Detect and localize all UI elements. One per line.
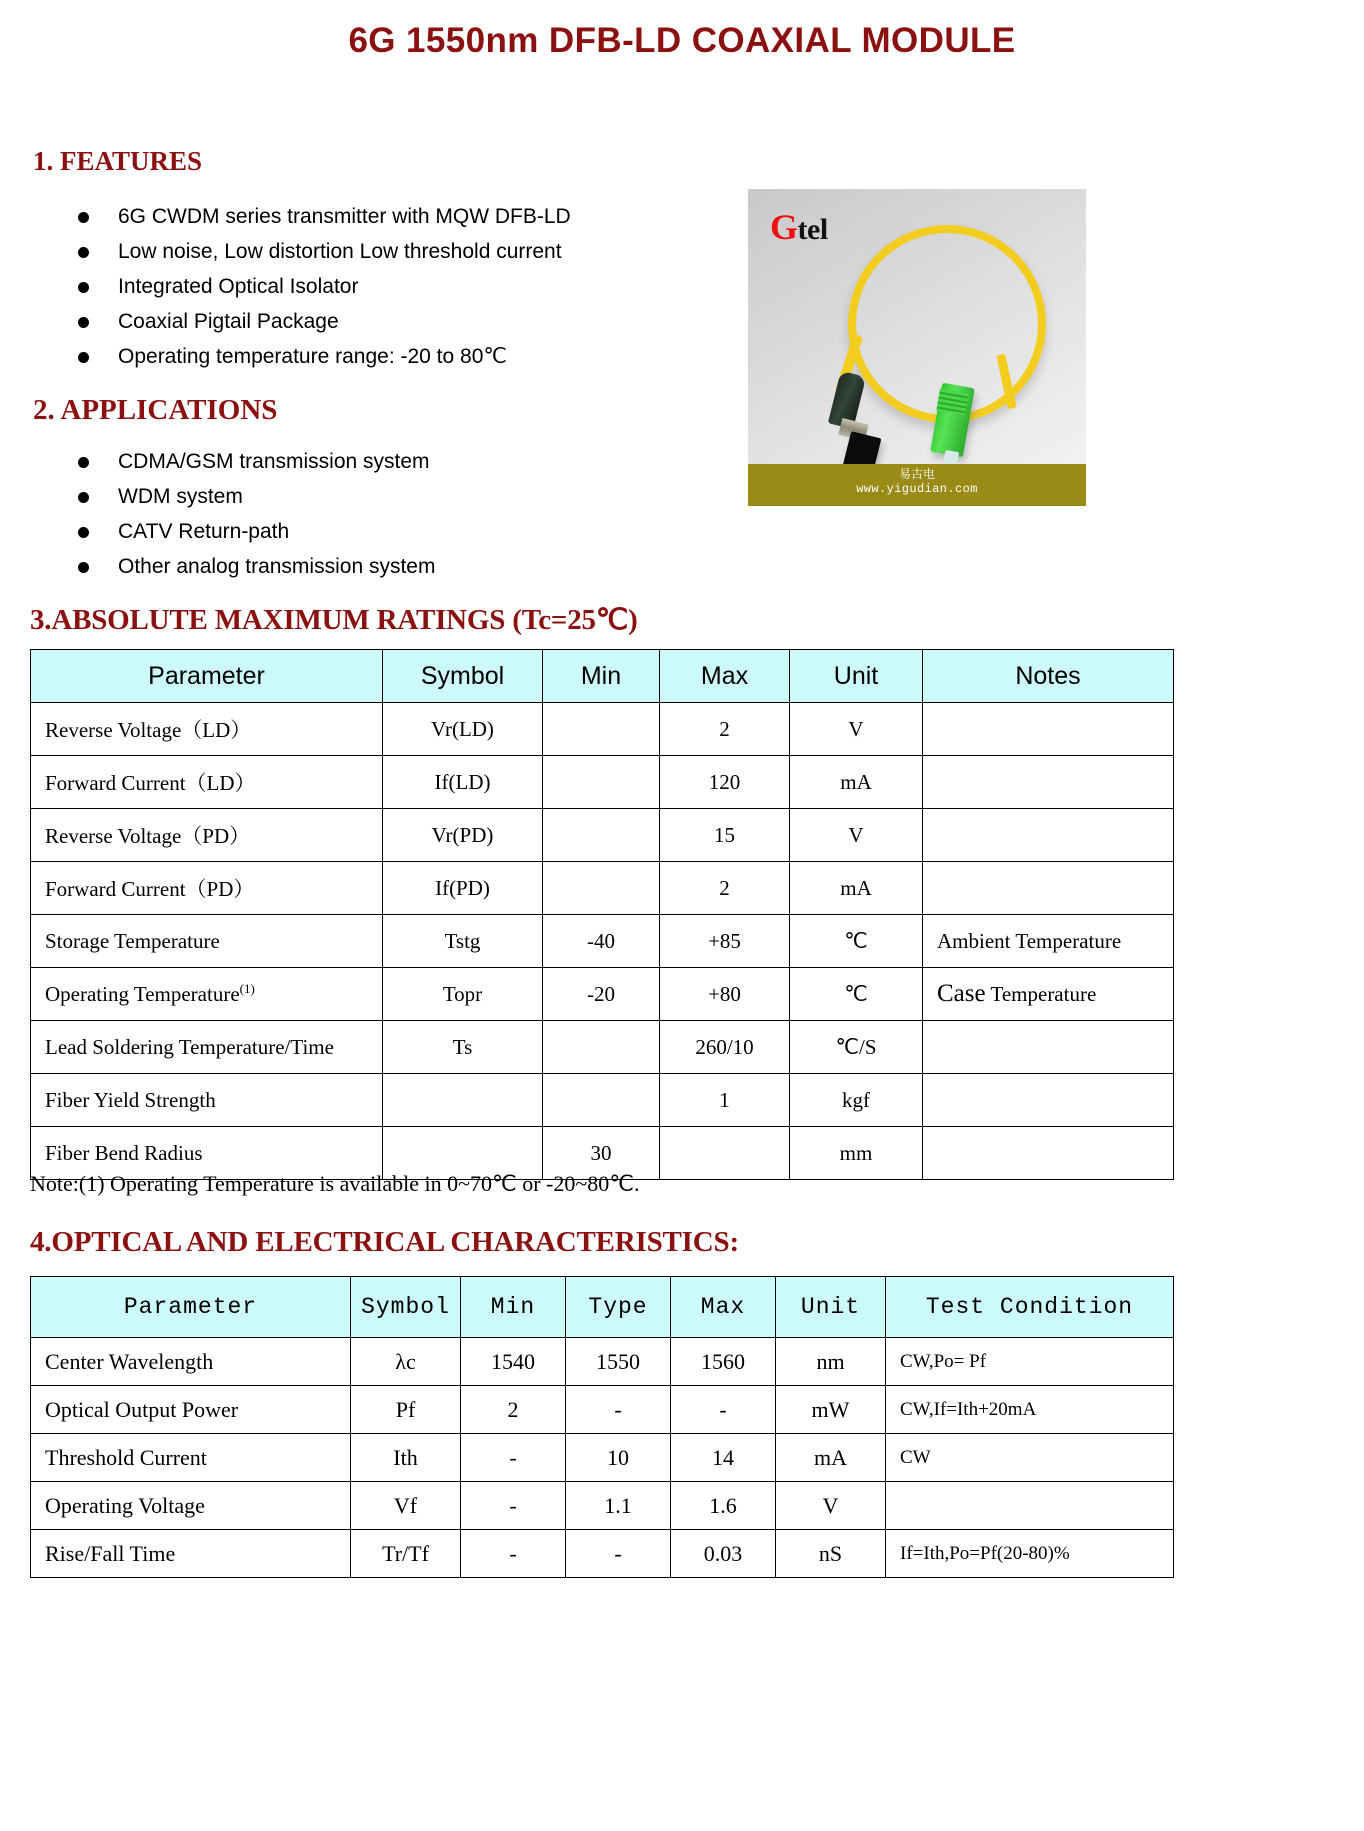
cell-parameter: Reverse Voltage（LD） [31, 703, 383, 756]
bullet-dot-icon [78, 492, 89, 503]
logo-text-tel: tel [797, 213, 828, 246]
cell-symbol: Vr(PD) [383, 809, 543, 862]
cell-unit: V [790, 703, 923, 756]
table-row [31, 1021, 1174, 1074]
bullet-dot-icon [78, 457, 89, 468]
cell-test-condition: CW [886, 1434, 1174, 1482]
table-row [31, 756, 1174, 809]
column-header-max: Max [671, 1277, 776, 1338]
cell-test-condition: If=Ith,Po=Pf(20-80)% [886, 1530, 1174, 1578]
table-row [31, 1434, 1174, 1482]
cell-max [660, 1127, 790, 1180]
cell-type: 1550 [566, 1338, 671, 1386]
cell-test-condition: CW,Po= Pf [886, 1338, 1174, 1386]
absolute-maximum-ratings-table [30, 649, 1174, 1180]
cell-symbol: If(LD) [383, 756, 543, 809]
cell-max: 0.03 [671, 1530, 776, 1578]
cell-test-condition [886, 1482, 1174, 1530]
table-row [31, 809, 1174, 862]
cell-unit: kgf [790, 1074, 923, 1127]
logo-letter-g: G [770, 207, 798, 247]
cell-min [543, 1074, 660, 1127]
list-item-label: 6G CWDM series transmitter with MQW DFB-LD [118, 205, 571, 228]
cell-max: 1560 [671, 1338, 776, 1386]
product-photo [748, 189, 1086, 506]
cell-parameter [31, 968, 383, 1021]
list-item-label: Integrated Optical Isolator [118, 275, 359, 298]
cell-unit: mA [776, 1434, 886, 1482]
column-header-max: Max [660, 650, 790, 703]
cell-max: 1.6 [671, 1482, 776, 1530]
cell-symbol: Ith [351, 1434, 461, 1482]
bullet-dot-icon [78, 562, 89, 573]
cell-min [543, 809, 660, 862]
cell-test-condition: CW,If=Ith+20mA [886, 1386, 1174, 1434]
cell-symbol: λc [351, 1338, 461, 1386]
cell-min: - [461, 1482, 566, 1530]
cell-min: -40 [543, 915, 660, 968]
list-item-label: CDMA/GSM transmission system [118, 450, 430, 473]
cell-parameter: Reverse Voltage（PD） [31, 809, 383, 862]
cell-max: 260/10 [660, 1021, 790, 1074]
cell-unit: mm [790, 1127, 923, 1180]
section-heading-optical: 4.OPTICAL AND ELECTRICAL CHARACTERISTICS: [30, 1226, 739, 1258]
ratings-table-footnote: Note:(1) Operating Temperature is available in 0~70℃ or -20~80℃. [30, 1171, 640, 1196]
section-heading-applications: 2. APPLICATIONS [33, 394, 278, 426]
cell-symbol: Vr(LD) [383, 703, 543, 756]
list-item-label: Other analog transmission system [118, 555, 436, 578]
cell-unit: ℃ [790, 915, 923, 968]
cell-symbol: If(PD) [383, 862, 543, 915]
cell-unit: mW [776, 1386, 886, 1434]
cell-unit: ℃/S [790, 1021, 923, 1074]
cell-type: - [566, 1530, 671, 1578]
cell-unit: V [790, 809, 923, 862]
bullet-dot-icon [78, 527, 89, 538]
list-item [70, 344, 571, 379]
cell-notes [923, 809, 1174, 862]
list-item [70, 239, 571, 274]
cell-min [543, 1021, 660, 1074]
photo-watermark-banner [748, 464, 1086, 506]
cell-min [543, 756, 660, 809]
table-row [31, 1482, 1174, 1530]
cell-parameter: Fiber Bend Radius [31, 1127, 383, 1180]
cell-symbol: Topr [383, 968, 543, 1021]
bullet-dot-icon [78, 212, 89, 223]
cell-max: +80 [660, 968, 790, 1021]
table-row [31, 1074, 1174, 1127]
cell-parameter: Threshold Current [31, 1434, 351, 1482]
list-item-label: Operating temperature range: -20 to 80℃ [118, 345, 507, 368]
list-item [70, 554, 435, 589]
cell-parameter: Operating Voltage [31, 1482, 351, 1530]
table-header-row [31, 650, 1174, 703]
cell-symbol [383, 1074, 543, 1127]
cell-parameter: Forward Current（LD） [31, 756, 383, 809]
cell-parameter: Rise/Fall Time [31, 1530, 351, 1578]
column-header-symbol: Symbol [351, 1277, 461, 1338]
cell-notes-emphasis: Case [937, 980, 986, 1007]
cell-max: 2 [660, 862, 790, 915]
list-item [70, 204, 571, 239]
cell-unit: V [776, 1482, 886, 1530]
cell-min: 2 [461, 1386, 566, 1434]
page-title: 6G 1550nm DFB-LD COAXIAL MODULE [348, 21, 1016, 60]
cell-symbol: Tr/Tf [351, 1530, 461, 1578]
bullet-dot-icon [78, 282, 89, 293]
cell-min: 1540 [461, 1338, 566, 1386]
table-row [31, 1386, 1174, 1434]
footnote-marker: (1) [239, 981, 255, 996]
cell-notes [923, 756, 1174, 809]
cell-notes [923, 968, 1174, 1021]
table-row [31, 862, 1174, 915]
cell-type: 10 [566, 1434, 671, 1482]
cell-min: - [461, 1434, 566, 1482]
bullet-dot-icon [78, 352, 89, 363]
cell-max: 2 [660, 703, 790, 756]
list-item-label: WDM system [118, 485, 243, 508]
cell-type: 1.1 [566, 1482, 671, 1530]
column-header-unit: Unit [790, 650, 923, 703]
cell-unit: ℃ [790, 968, 923, 1021]
cell-notes [923, 703, 1174, 756]
column-header-parameter: Parameter [31, 1277, 351, 1338]
cell-symbol: Pf [351, 1386, 461, 1434]
cell-notes [923, 862, 1174, 915]
cell-min: - [461, 1530, 566, 1578]
list-item [70, 449, 435, 484]
cell-min: 30 [543, 1127, 660, 1180]
cell-parameter: Center Wavelength [31, 1338, 351, 1386]
table-row [31, 703, 1174, 756]
cell-unit: mA [790, 756, 923, 809]
cell-min [543, 862, 660, 915]
cell-notes [923, 1127, 1174, 1180]
column-header-min: Min [461, 1277, 566, 1338]
section-heading-features: 1. FEATURES [33, 146, 203, 176]
cell-parameter: Forward Current（PD） [31, 862, 383, 915]
table-header-row [31, 1277, 1174, 1338]
column-header-notes: Notes [923, 650, 1174, 703]
list-item [70, 309, 571, 344]
watermark-chinese-text: 易古电 [898, 467, 935, 481]
features-list [70, 204, 571, 379]
cell-symbol: Ts [383, 1021, 543, 1074]
cell-notes [923, 1021, 1174, 1074]
bullet-dot-icon [78, 247, 89, 258]
list-item-label: Coaxial Pigtail Package [118, 310, 339, 333]
cell-max: 120 [660, 756, 790, 809]
cell-max: 1 [660, 1074, 790, 1127]
column-header-symbol: Symbol [383, 650, 543, 703]
gtel-logo [770, 209, 828, 245]
bullet-dot-icon [78, 317, 89, 328]
applications-list [70, 449, 435, 589]
list-item-label: CATV Return-path [118, 520, 290, 543]
cell-max: +85 [660, 915, 790, 968]
cell-parameter: Fiber Yield Strength [31, 1074, 383, 1127]
cell-parameter-label: Operating Temperature [45, 982, 240, 1006]
list-item [70, 519, 435, 554]
cell-parameter: Optical Output Power [31, 1386, 351, 1434]
column-header-parameter: Parameter [31, 650, 383, 703]
cell-type: - [566, 1386, 671, 1434]
table-row [31, 968, 1174, 1021]
cell-max: 15 [660, 809, 790, 862]
cell-notes-rest: Temperature [985, 982, 1097, 1006]
watermark-url: www.yigudian.com [856, 482, 978, 496]
table-row [31, 915, 1174, 968]
table-row [31, 1530, 1174, 1578]
list-item [70, 274, 571, 309]
column-header-type: Type [566, 1277, 671, 1338]
cell-unit: nS [776, 1530, 886, 1578]
section-heading-ratings: 3.ABSOLUTE MAXIMUM RATINGS (Tc=25℃) [30, 604, 638, 636]
cell-notes [923, 1074, 1174, 1127]
list-item [70, 484, 435, 519]
column-header-test-condition: Test Condition [886, 1277, 1174, 1338]
column-header-min: Min [543, 650, 660, 703]
cell-parameter: Lead Soldering Temperature/Time [31, 1021, 383, 1074]
cell-notes: Ambient Temperature [923, 915, 1174, 968]
cell-min: -20 [543, 968, 660, 1021]
column-header-unit: Unit [776, 1277, 886, 1338]
sc-connector-latch-icon [936, 389, 968, 416]
cell-max: - [671, 1386, 776, 1434]
cell-max: 14 [671, 1434, 776, 1482]
cell-symbol: Tstg [383, 915, 543, 968]
cell-unit: mA [790, 862, 923, 915]
list-item-label: Low noise, Low distortion Low threshold current [118, 240, 562, 263]
datasheet-page [0, 21, 1364, 1831]
optical-electrical-characteristics-table [30, 1276, 1174, 1578]
cell-min [543, 703, 660, 756]
table-row [31, 1338, 1174, 1386]
cell-unit: nm [776, 1338, 886, 1386]
cell-parameter: Storage Temperature [31, 915, 383, 968]
cell-symbol: Vf [351, 1482, 461, 1530]
